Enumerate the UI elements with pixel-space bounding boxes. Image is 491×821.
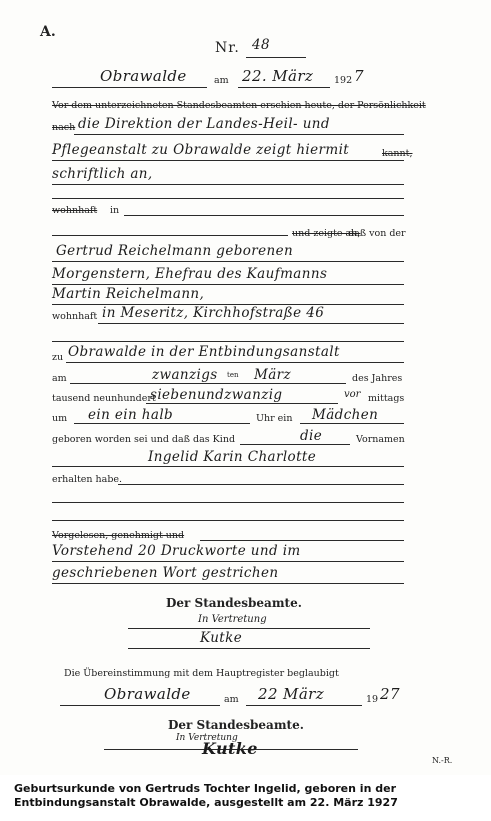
signature-hand: Kutke (200, 630, 243, 646)
residence-rule (98, 323, 404, 324)
die-rule (240, 444, 350, 445)
certification-text: Die Übereinstimmung mit dem Hauptregister beglaubigt (64, 668, 339, 679)
blank-rule-5 (52, 520, 404, 521)
place-underline (52, 87, 207, 88)
date-hand: 22. März (242, 67, 314, 85)
number-label: Nr. (215, 40, 240, 56)
mother-rule-2 (52, 284, 404, 285)
geboren-label: geboren worden sei und daß das Kind (52, 434, 236, 445)
blank-rule-2 (52, 235, 288, 236)
intro-struck: Vor dem unterzeichneten Standesbeamten erschien heute, der Persönlichkeit (52, 100, 426, 111)
date-underline (238, 87, 330, 88)
zu-label: zu (52, 352, 64, 363)
wohnhaft-struck: wohnhaft (52, 205, 98, 216)
uhr-ein-label: Uhr ein (256, 413, 293, 424)
form-code: N.-R. (432, 756, 453, 765)
kannt-struck: kannt, (382, 148, 413, 159)
vornamen-label: Vornamen (356, 434, 405, 445)
mother-line1: Gertrud Reichelmann geborenen (56, 243, 294, 259)
mother-rule-1 (52, 261, 404, 262)
und-zeigte-struck: und zeigte an, (292, 228, 361, 239)
hour-rule (74, 423, 250, 424)
cert-date-rule (246, 705, 362, 706)
section-letter: A. (40, 24, 56, 40)
blank-rule-4 (52, 502, 404, 503)
signature-hand-2: Kutke (202, 739, 258, 758)
cert-year-suffix: 27 (380, 685, 400, 703)
line1-hand: die Direktion der Landes-Heil- und (78, 116, 330, 132)
child-sex-hand: Mädchen (312, 407, 379, 423)
image-caption: Geburtsurkunde von Gertruds Tochter Ingelid, geboren in der Entbindungsanstalt Obrawalde, ausgestellt am 22. März 1927 (14, 782, 398, 809)
line2-rule (52, 160, 404, 161)
cert-date-hand: 22 März (258, 685, 325, 703)
erhalten-label: erhalten habe. (52, 474, 123, 485)
wohnhaft-label: wohnhaft (52, 311, 98, 322)
um-label: um (52, 413, 68, 424)
ten-label: ten (227, 371, 239, 379)
dass-von-der: daß von der (348, 228, 406, 239)
cert-am: am (224, 694, 239, 705)
note-rule-1 (52, 561, 404, 562)
vertretung-hand-2: In Vertretung (176, 733, 238, 743)
vorgelesen-rule (200, 540, 404, 541)
line3-hand: schriftlich an, (52, 166, 153, 182)
cert-place-rule (60, 705, 220, 706)
residence-hand: in Meseritz, Kirchhofstraße 46 (102, 305, 325, 321)
mittags-label: mittags (368, 393, 405, 404)
note-line1-hand: Vorstehend 20 Druckworte und im (52, 543, 301, 559)
signature-rule-2 (128, 648, 370, 649)
birth-day-hand: zwanzigs (152, 367, 218, 383)
child-sex-rule (300, 423, 404, 424)
blank-rule-3 (52, 341, 404, 342)
signature-rule-1 (128, 628, 370, 629)
erhalten-rule (118, 484, 404, 485)
line2-hand: Pflegeanstalt zu Obrawalde zeigt hiermit (52, 142, 350, 158)
am-label: am (214, 75, 229, 86)
birth-year-rule (146, 403, 338, 404)
birth-month-hand: März (254, 367, 292, 383)
birth-year-hand: siebenundzwanzig (150, 387, 283, 403)
vertretung-hand: In Vertretung (198, 614, 267, 625)
child-names-hand: Ingelid Karin Charlotte (148, 449, 317, 465)
note-rule-2 (52, 583, 404, 584)
mother-line2: Morgenstern, Ehefrau des Kaufmanns (52, 266, 328, 282)
in-label: in (110, 205, 120, 216)
vor-hand: vor (344, 389, 361, 400)
die-hand: die (300, 428, 323, 444)
vorgelesen-struck: Vorgelesen, genehmigt und (52, 530, 185, 541)
mother-line3: Martin Reichelmann, (52, 286, 205, 302)
line1-rule (74, 134, 404, 135)
cert-place-hand: Obrawalde (104, 685, 191, 703)
wohnhaft-rule (124, 215, 404, 216)
number-value: 48 (252, 37, 270, 53)
birthplace-rule (66, 362, 404, 363)
official-title-2: Der Standesbeamte. (168, 718, 304, 732)
blank-rule-1 (52, 198, 404, 199)
cert-year-prefix: 19 (366, 694, 379, 705)
place-hand: Obrawalde (100, 67, 187, 85)
number-underline (246, 57, 306, 58)
child-names-rule (52, 466, 404, 467)
line3-rule (52, 184, 404, 185)
tausend-label: tausend neunhundert (52, 393, 156, 404)
note-line2-hand: geschriebenen Wort gestrichen (52, 565, 279, 581)
des-jahres: des Jahres (352, 373, 403, 384)
birthplace-hand: Obrawalde in der Entbindungsanstalt (68, 344, 340, 360)
year-prefix: 192 (334, 75, 353, 86)
nach-struck: nach (52, 122, 76, 133)
am-label-2: am (52, 373, 67, 384)
birth-date-rule (70, 383, 346, 384)
official-title: Der Standesbeamte. (166, 596, 302, 610)
hour-hand: ein ein halb (88, 407, 174, 423)
year-suffix: 7 (354, 67, 364, 85)
